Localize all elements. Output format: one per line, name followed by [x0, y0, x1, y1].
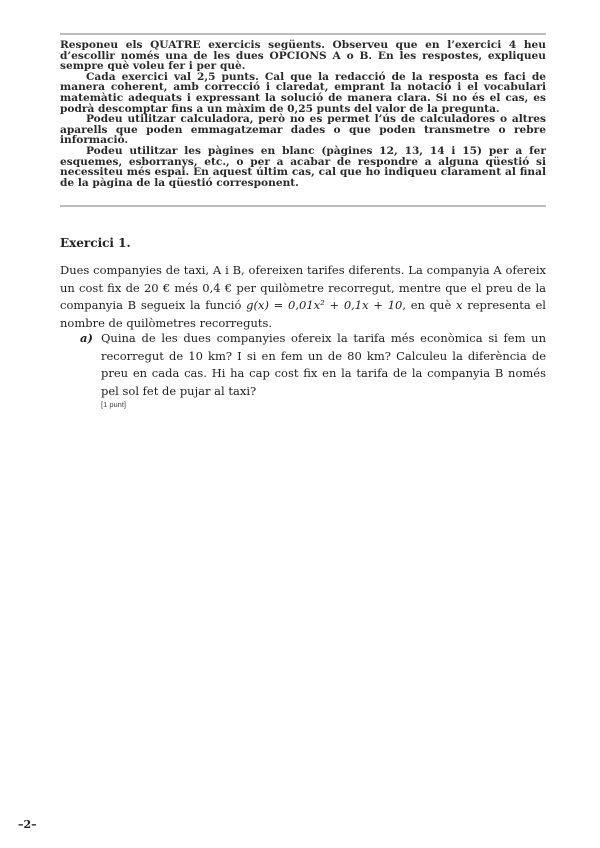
top-divider — [60, 33, 546, 35]
instructions-paragraph-4: Podeu utilitzar les pàgines en blanc (pàgines 12, 13, 14 i 15) per a fer esquemes, esborranys, etc., o per a acabar de respondre a alguna qüestió si necessiteu més espai. En aquest últim cas, cal que ho indiqueu clarament al final de la pàgina de la qüestió corresponent. — [60, 144, 546, 189]
function-formula: g(x) = 0,01x² + 0,1x + 10 — [246, 298, 403, 312]
statement-text-middle: , en què — [402, 298, 456, 312]
instructions-paragraph-1: Responeu els QUATRE exercicis següents. Observeu que en l’exercici 4 heu d’escollir només una de les dues OPCIONS A o B. En les respostes, expliqueu sempre què voleu fer i per què. — [60, 39, 546, 73]
question-text: Quina de les dues companyies ofereix la tarifa més econòmica si fem un recorregut de 10 km? I si en fem un de 80 km? Calculeu la diferència de preu en cada cas. Hi ha cap cost fix en la tarifa de la companyia B només pel sol fet de pujar al taxi? — [101, 331, 546, 398]
question-label: a) — [80, 331, 93, 345]
exercise-statement — [60, 262, 546, 332]
statement-text-end: representa el nombre de quilòmetres recorreguts. — [60, 298, 546, 330]
exercise-title: Exercici 1. — [60, 236, 131, 250]
statement-text-start: Dues companyies de taxi, A i B, ofereixen tarifes diferents. La companyia A ofereix un cost fix de 20 € més 0,4 € per quilòmetre recorregut, mentre que el preu de la companyia B segueix la funció — [60, 263, 546, 312]
instructions-paragraph-3: Podeu utilitzar calculadora, però no es permet l’ús de calculadores o altres aparells que poden emmagatzemar dades o que poden transmetre o rebre informació. — [60, 113, 546, 147]
points-label: [1 punt] — [101, 400, 127, 409]
instructions-block — [60, 40, 546, 188]
page-number: –2– — [18, 818, 37, 831]
instructions-paragraph-2: Cada exercici val 2,5 punts. Cal que la redacció de la resposta es faci de manera coherent, amb correcció i claredat, emprant la notació i el vocabulari matemàtic adequats i expressant la solució de manera clara. Si no és el cas, es podrà descomptar fins a un màxim de 0,25 punts del valor de la pregunta. — [60, 70, 546, 115]
bottom-divider — [60, 205, 546, 207]
variable-x: x — [455, 298, 463, 312]
